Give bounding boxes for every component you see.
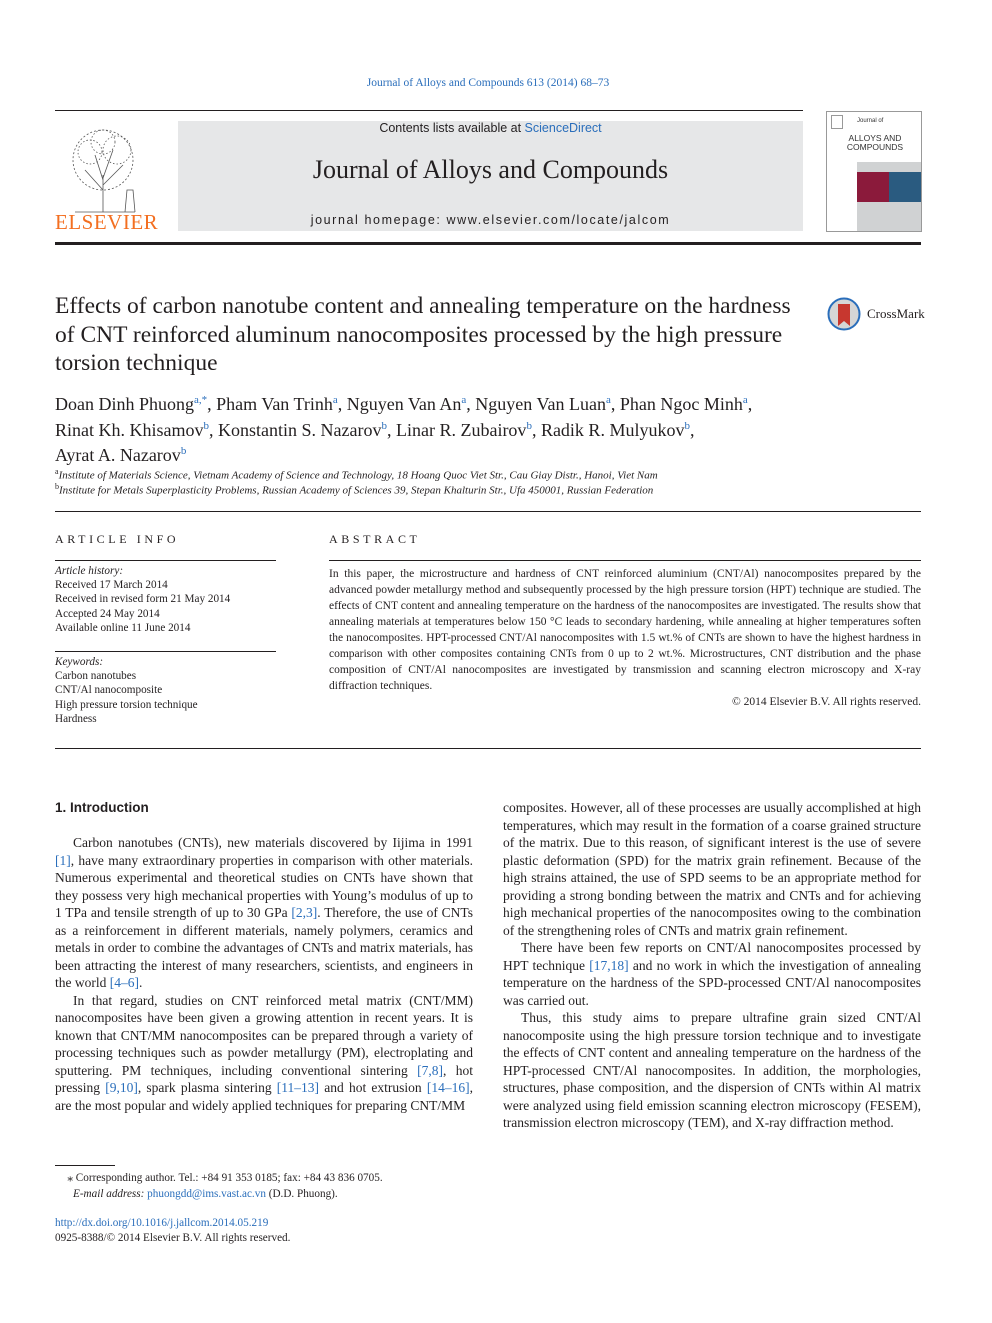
contents-line <box>178 121 803 135</box>
author-separator: , <box>209 419 218 440</box>
author-list <box>55 390 915 467</box>
header-thick-rule <box>55 242 921 245</box>
affiliation-a-text: Institute of Materials Science, Vietnam Academy of Science and Technology, 18 Hoang Quoc Viet Str., Cau Giay Distr., Hanoi, Viet Nam <box>58 469 658 482</box>
author-affiliation-marker[interactable]: a,* <box>194 394 208 406</box>
journal-homepage[interactable]: journal homepage: www.elsevier.com/locate/jalcom <box>310 213 671 227</box>
author-separator: , <box>531 419 541 440</box>
author-name: Doan Dinh Phuong <box>55 394 194 414</box>
paragraph-text: composites. However, all of these processes are usually accomplished at high temperatures, which may result in the formation of a coarse grained structure of the matrix. Due to this reason, of significant interest is the use of severe plastic deformation (SPD) for the matrix grain refinement. Because of the high strains attained, the use of SPD seems to be an appropriate method for providing a strong bonding between the matrix and CNTs and for achieving high mechanical properties of the nanocomposites owing to the combination of the strengthening roles of CNTs and matrix grain refinement. <box>503 800 921 938</box>
doi-link[interactable]: http://dx.doi.org/10.1016/j.jallcom.2014.05.219 <box>55 1217 269 1229</box>
author-affiliation-marker[interactable]: b <box>180 445 187 457</box>
cover-red-block <box>857 172 889 202</box>
keywords-rule <box>55 651 276 652</box>
history-label: Article history: <box>55 565 124 577</box>
paragraph <box>55 992 473 1115</box>
journal-citation-link[interactable]: Journal of Alloys and Compounds 613 (2014) 68–73 <box>366 77 610 89</box>
footnote-star: ⁎ <box>67 1172 73 1184</box>
keyword-item: CNT/Al nanocomposite <box>55 684 163 697</box>
citation-link[interactable]: [2,3] <box>291 905 318 920</box>
paragraph <box>55 834 473 992</box>
article-history <box>55 564 276 635</box>
paragraph-text: , are the most popular and widely applied techniques for preparing CNT/MM <box>55 1080 473 1113</box>
keyword-item: Hardness <box>55 712 97 725</box>
author-separator: , <box>207 394 217 414</box>
cover-band <box>857 162 921 172</box>
affiliation-a-marker: a <box>55 467 59 476</box>
author-separator: , <box>689 419 695 440</box>
author-affiliation-marker[interactable]: b <box>381 419 387 432</box>
history-online: Available online 11 June 2014 <box>55 621 191 634</box>
crossmark-icon <box>827 297 861 331</box>
cover-title: ALLOYS AND COMPOUNDS <box>846 133 904 152</box>
section-heading-introduction: 1. Introduction <box>55 800 149 815</box>
history-received: Received 17 March 2014 <box>55 579 168 592</box>
keywords <box>55 655 276 726</box>
author-name: Radik R. Mulyukov <box>540 419 685 440</box>
corresponding-author-note <box>55 1170 475 1186</box>
affiliation-a <box>55 467 915 482</box>
history-revised: Received in revised form 21 May 2014 <box>55 593 231 606</box>
email-note <box>55 1186 475 1202</box>
publisher-wordmark: ELSEVIER <box>55 210 159 234</box>
paragraph-text: . <box>139 975 143 990</box>
body-right-column <box>503 799 921 1132</box>
paragraph-text: , have many extraordinary properties in comparison with other materials. Numerous experimental and theoretical studies on CNTs have shown that they possess very high mechanical properties with Young’s modulus of up to 1 TPa and tensile strength of up to 30 GPa <box>55 852 473 920</box>
crossmark-button[interactable] <box>827 297 925 331</box>
paragraph-text: , spark plasma sintering <box>137 1080 277 1095</box>
abstract-heading: ABSTRACT <box>329 532 421 546</box>
author-name: Rinat Kh. Khisamov <box>55 419 204 440</box>
citation-link[interactable]: [11–13] <box>276 1080 320 1095</box>
email-suffix: (D.D. Phuong). <box>265 1188 338 1200</box>
crossmark-label: CrossMark <box>867 306 925 321</box>
paragraph-text: and no work in which the investigation of annealing temperature on the hardness of the SPD-processed CNT/Al nanocomposites was carried out. <box>503 957 921 1008</box>
paragraph-text: . Therefore, the use of CNTs as a reinforcement in different materials, namely polymers, ceramics and metals in order to combine the advantages of CNTs and matrix materials, has been attracting the interest of many researchers, scientists, and engineers in the world <box>55 905 473 990</box>
article-info-heading: ARTICLE INFO <box>55 532 180 546</box>
citation-link[interactable]: [4–6] <box>109 975 139 990</box>
author-name: Pham Van Trinh <box>216 394 333 414</box>
author-separator: , <box>610 394 620 414</box>
paragraph-text: Carbon nanotubes (CNTs), new materials discovered by Iijima in 1991 <box>73 835 473 850</box>
body-left-column <box>55 834 473 1114</box>
author-affiliation-marker[interactable]: b <box>526 419 532 432</box>
journal-title: Journal of Alloys and Compounds <box>312 155 669 184</box>
author-affiliation-marker[interactable]: a <box>605 394 611 406</box>
cover-prefix: Journal of <box>857 118 884 124</box>
affiliation-rule <box>55 511 921 512</box>
article-info-rule <box>55 560 276 561</box>
email-link[interactable]: phuongdd@ims.vast.ac.vn <box>147 1188 266 1200</box>
cover-gray-block <box>857 202 921 231</box>
author-affiliation-marker[interactable]: a <box>742 394 748 406</box>
author-name: Ayrat A. Nazarov <box>55 445 181 465</box>
issn-line: 0925-8388/© 2014 Elsevier B.V. All rights reserved. <box>55 1231 291 1244</box>
affiliation-b-marker: b <box>55 482 59 491</box>
cover-logo-icon <box>831 115 843 129</box>
author-name: Nguyen Van Luan <box>475 394 606 414</box>
citation-link[interactable]: [7,8] <box>417 1062 443 1078</box>
contents-prefix: Contents lists available at <box>379 121 525 135</box>
author-name: Linar R. Zubairov <box>395 419 527 440</box>
keyword-item: Carbon nanotubes <box>55 670 137 683</box>
author-affiliation-marker[interactable]: a <box>461 394 467 406</box>
citation-link[interactable]: [17,18] <box>589 957 629 973</box>
abstract-rule <box>329 560 921 561</box>
cover-blue-block <box>889 172 921 202</box>
keywords-label: Keywords: <box>55 656 104 668</box>
keyword-item: High pressure torsion technique <box>55 698 198 711</box>
paragraph-text: and hot extrusion <box>319 1080 427 1095</box>
elsevier-logo <box>55 120 159 235</box>
article-identifiers <box>55 1216 475 1245</box>
paragraph-text: , hot pressing <box>55 1062 473 1095</box>
affiliation-b-text: Institute for Metals Superplasticity Problems, Russian Academy of Sciences 39, Stepan Khalturin Str., Ufa 450001, Russian Federation <box>59 484 654 497</box>
paragraph-text: There have been few reports on CNT/Al nanocomposites processed by HPT technique <box>503 940 921 973</box>
paragraph-text: In that regard, studies on CNT reinforced metal matrix (CNT/MM) nanocomposites have been given a growing attention in recent years. It is known that CNT/MM nanocomposites can be prepared through a variety of processing techniques such as powder metallurgy (PM), electroplating and sputtering. PM techniques, including conventional sintering <box>55 992 473 1078</box>
author-separator: , <box>747 394 753 414</box>
author-separator: , <box>386 419 396 440</box>
abstract-body: In this paper, the microstructure and hardness of CNT reinforced aluminium (CNT/Al) nanocomposites prepared by the advanced powder metallurgy method and subsequently processed by the high pressure torsion (HPT) technique are studied. The effects of CNT content and annealing temperature on the hardness of the nanocomposites are investigated. The results show that annealing materials at temperatures below 150 °C leads to secondary hardening, while annealing at higher temperatures soften the nanocomposites. HPT-processed CNT/Al nanocomposites with 1.5 wt.% of CNTs are shown to have the highest hardness in comparison with other composites containing CNTs from 0 up to 2 wt.%. Microstructures, CNT distribution and the phase composition of CNT/Al nanocomposites are investigated by transmission and scanning electron microscopy and X-ray diffraction techniques. <box>329 568 921 692</box>
email-label: E-mail address: <box>73 1188 148 1200</box>
footnotes <box>55 1170 475 1202</box>
citation-link[interactable]: [1] <box>55 852 71 868</box>
abstract-text <box>329 566 921 710</box>
sciencedirect-link[interactable]: ScienceDirect <box>524 121 602 135</box>
author-separator: , <box>466 394 476 414</box>
author-separator: , <box>337 394 347 414</box>
author-affiliation-marker[interactable]: b <box>684 419 690 432</box>
author-name: Nguyen Van An <box>346 394 462 414</box>
history-accepted: Accepted 24 May 2014 <box>55 607 160 620</box>
citation-link[interactable]: [14–16] <box>426 1080 470 1095</box>
journal-cover-thumbnail <box>826 111 922 232</box>
author-name: Konstantin S. Nazarov <box>218 419 382 440</box>
paragraph <box>503 939 921 1009</box>
header-rule <box>55 110 803 111</box>
paragraph-text: Thus, this study aims to prepare ultrafine grain sized CNT/Al nanocomposite using the high pressure torsion technique and to investigate the effects of CNT content and annealing temperature on the hardness of the HPT-processed CNT/Al nanocomposites. In addition, the morphologies, structures, phase composition, and the dispersion of CNTs within Al matrix were analyzed using field emission scanning electron microscopy (FESEM), transmission electron microscopy (TEM), and X-ray diffraction method. <box>503 1010 921 1130</box>
paragraph <box>503 799 921 939</box>
abstract-copyright: © 2014 Elsevier B.V. All rights reserved. <box>732 696 921 708</box>
author-affiliation-marker[interactable]: a <box>332 394 338 406</box>
citation-link[interactable]: [9,10] <box>105 1080 138 1095</box>
article-title: Effects of carbon nanotube content and annealing temperature on the hardness of CNT reinforced aluminum nanocomposites processed by the high pressure torsion technique <box>55 293 791 376</box>
author-name: Phan Ngoc Minh <box>619 394 743 414</box>
corresponding-text: Corresponding author. Tel.: +84 91 353 0185; fax: +84 43 836 0705. <box>75 1172 383 1184</box>
paragraph <box>503 1009 921 1132</box>
abstract-bottom-rule <box>55 748 921 749</box>
author-affiliation-marker[interactable]: b <box>203 419 209 432</box>
footnote-rule <box>55 1165 115 1166</box>
affiliation-b <box>55 482 915 497</box>
